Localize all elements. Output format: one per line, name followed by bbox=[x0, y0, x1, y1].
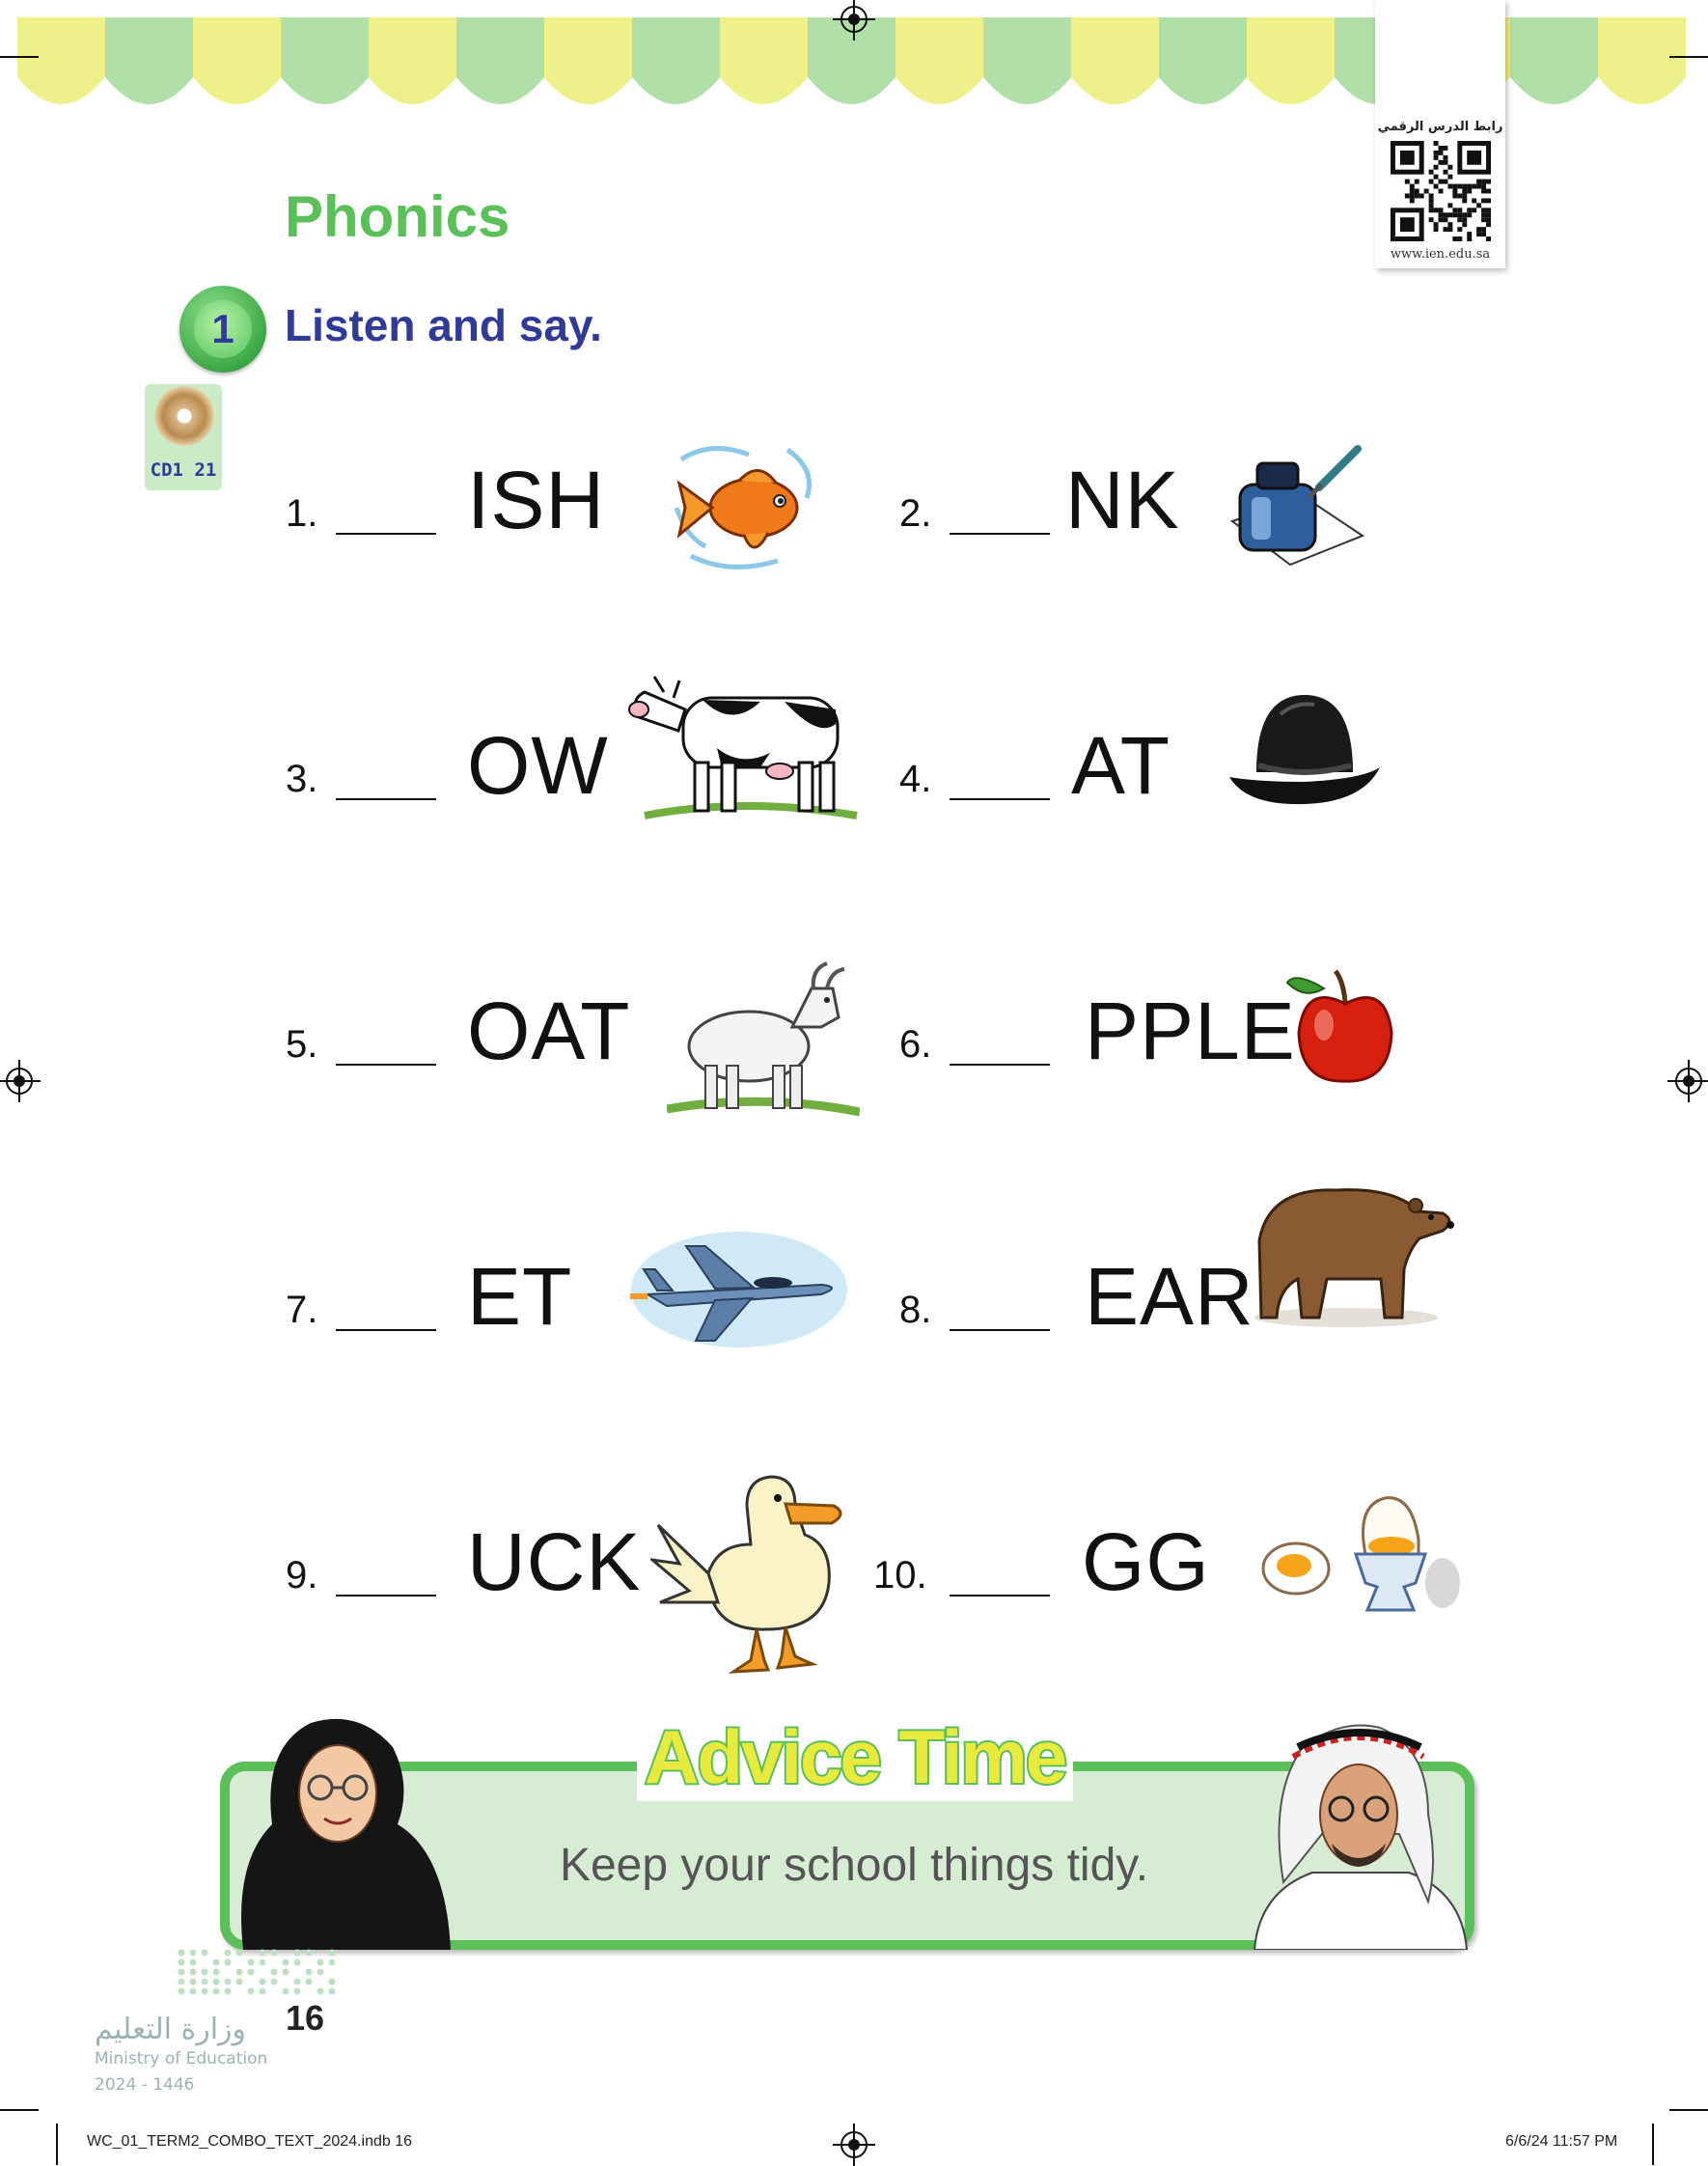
item-word: ET bbox=[467, 1251, 573, 1342]
page-title: Phonics bbox=[285, 184, 510, 249]
phonics-item bbox=[286, 719, 884, 854]
registration-mark-icon bbox=[1675, 1068, 1702, 1095]
item-number: 4. bbox=[899, 758, 932, 800]
advice-text: Keep your school things tidy. bbox=[559, 1840, 1149, 1891]
duck-icon bbox=[650, 1467, 863, 1680]
item-number: 6. bbox=[899, 1023, 932, 1066]
phonics-item bbox=[899, 719, 1478, 854]
task-number: 1 bbox=[194, 300, 252, 358]
banner-scallop bbox=[456, 17, 544, 104]
banner-scallop bbox=[544, 17, 632, 104]
item-number: 10. bbox=[873, 1554, 927, 1597]
jet-icon bbox=[628, 1227, 850, 1352]
banner-scallop bbox=[1510, 17, 1598, 104]
answer-blank[interactable] bbox=[950, 1595, 1050, 1597]
banner-scallop bbox=[17, 17, 105, 104]
banner-scallop bbox=[1247, 17, 1335, 104]
answer-blank[interactable] bbox=[336, 1595, 436, 1597]
banner-scallop bbox=[1159, 17, 1247, 104]
phonics-item bbox=[286, 1515, 884, 1651]
answer-blank[interactable] bbox=[336, 1064, 436, 1066]
crop-mark bbox=[56, 2124, 58, 2165]
phonics-item bbox=[286, 985, 884, 1120]
item-word: OAT bbox=[467, 986, 631, 1076]
banner-scallop bbox=[983, 17, 1071, 104]
item-word: NK bbox=[1065, 455, 1180, 545]
task-instruction: Listen and say. bbox=[285, 300, 602, 350]
item-word: PPLE bbox=[1085, 986, 1296, 1076]
answer-blank[interactable] bbox=[336, 798, 436, 800]
item-number: 3. bbox=[286, 758, 318, 800]
ministry-arabic: وزارة التعليم bbox=[95, 2013, 247, 2046]
apple-icon bbox=[1285, 961, 1420, 1097]
page-number: 16 bbox=[286, 1998, 325, 2038]
item-number: 2. bbox=[899, 492, 932, 535]
crop-mark bbox=[1669, 2109, 1708, 2111]
item-number: 9. bbox=[286, 1554, 318, 1597]
task-number-badge bbox=[179, 286, 266, 373]
item-number: 5. bbox=[286, 1023, 318, 1066]
registration-mark-icon bbox=[840, 2131, 868, 2158]
qr-url: www.ien.edu.sa bbox=[1390, 247, 1491, 262]
banner-scallop bbox=[193, 17, 281, 104]
item-number: 8. bbox=[899, 1289, 932, 1331]
audio-track-label: CD1 21 bbox=[150, 459, 217, 481]
item-word: GG bbox=[1082, 1516, 1210, 1607]
audio-track-badge[interactable] bbox=[145, 384, 222, 490]
phonics-item bbox=[899, 454, 1478, 589]
item-word: OW bbox=[467, 720, 609, 811]
answer-blank[interactable] bbox=[950, 798, 1050, 800]
phonics-item bbox=[899, 1250, 1478, 1385]
crop-mark bbox=[0, 2109, 39, 2111]
ministry-year: 2024 - 1446 bbox=[95, 2075, 195, 2095]
teacher-man-illustration bbox=[1245, 1708, 1476, 1950]
banner-scallop bbox=[1071, 17, 1159, 104]
footer-file-name: WC_01_TERM2_COMBO_TEXT_2024.indb 16 bbox=[87, 2133, 413, 2150]
cd-icon bbox=[154, 386, 214, 446]
answer-blank[interactable] bbox=[950, 1064, 1050, 1066]
item-word: ISH bbox=[467, 455, 606, 545]
banner-scallop bbox=[105, 17, 193, 104]
banner-scallop bbox=[281, 17, 369, 104]
ink-bottle-icon bbox=[1213, 444, 1367, 569]
answer-blank[interactable] bbox=[336, 1329, 436, 1331]
teacher-woman-illustration bbox=[224, 1708, 460, 1950]
banner-scallop bbox=[632, 17, 720, 104]
item-word: EAR bbox=[1085, 1251, 1254, 1342]
digital-lesson-qr-card[interactable] bbox=[1375, 0, 1505, 268]
phonics-item bbox=[873, 1515, 1472, 1651]
item-number: 7. bbox=[286, 1289, 318, 1331]
banner-scallop bbox=[369, 17, 456, 104]
crop-mark bbox=[1669, 56, 1708, 58]
crop-mark bbox=[0, 56, 39, 58]
qr-label: رابط الدرس الرقمي bbox=[1377, 120, 1503, 134]
qr-code-icon[interactable] bbox=[1391, 141, 1491, 241]
answer-blank[interactable] bbox=[950, 1329, 1050, 1331]
goat-icon bbox=[667, 959, 860, 1124]
phonics-item bbox=[286, 1250, 884, 1385]
item-word: UCK bbox=[467, 1516, 642, 1607]
footer-date: 6/6/24 11:57 PM bbox=[1505, 2133, 1618, 2150]
answer-blank[interactable] bbox=[336, 533, 436, 535]
advice-title: Advice Time bbox=[637, 1713, 1073, 1801]
item-number: 1. bbox=[286, 492, 318, 535]
egg-icon bbox=[1259, 1486, 1462, 1617]
goldfish-icon bbox=[672, 440, 826, 575]
banner-scallop bbox=[720, 17, 808, 104]
ministry-english: Ministry of Education bbox=[95, 2049, 268, 2069]
registration-mark-icon bbox=[840, 6, 868, 33]
crop-mark bbox=[1652, 2124, 1654, 2165]
banner-scallop bbox=[895, 17, 983, 104]
phonics-item bbox=[286, 454, 884, 589]
registration-mark-icon bbox=[6, 1068, 33, 1095]
answer-blank[interactable] bbox=[950, 533, 1050, 535]
dotted-logo-icon bbox=[172, 1945, 345, 2003]
phonics-item bbox=[899, 985, 1478, 1120]
banner-scallop bbox=[1598, 17, 1686, 104]
cow-icon bbox=[625, 671, 867, 825]
item-word: AT bbox=[1071, 720, 1171, 811]
bear-icon bbox=[1250, 1182, 1457, 1337]
hat-icon bbox=[1227, 690, 1382, 816]
